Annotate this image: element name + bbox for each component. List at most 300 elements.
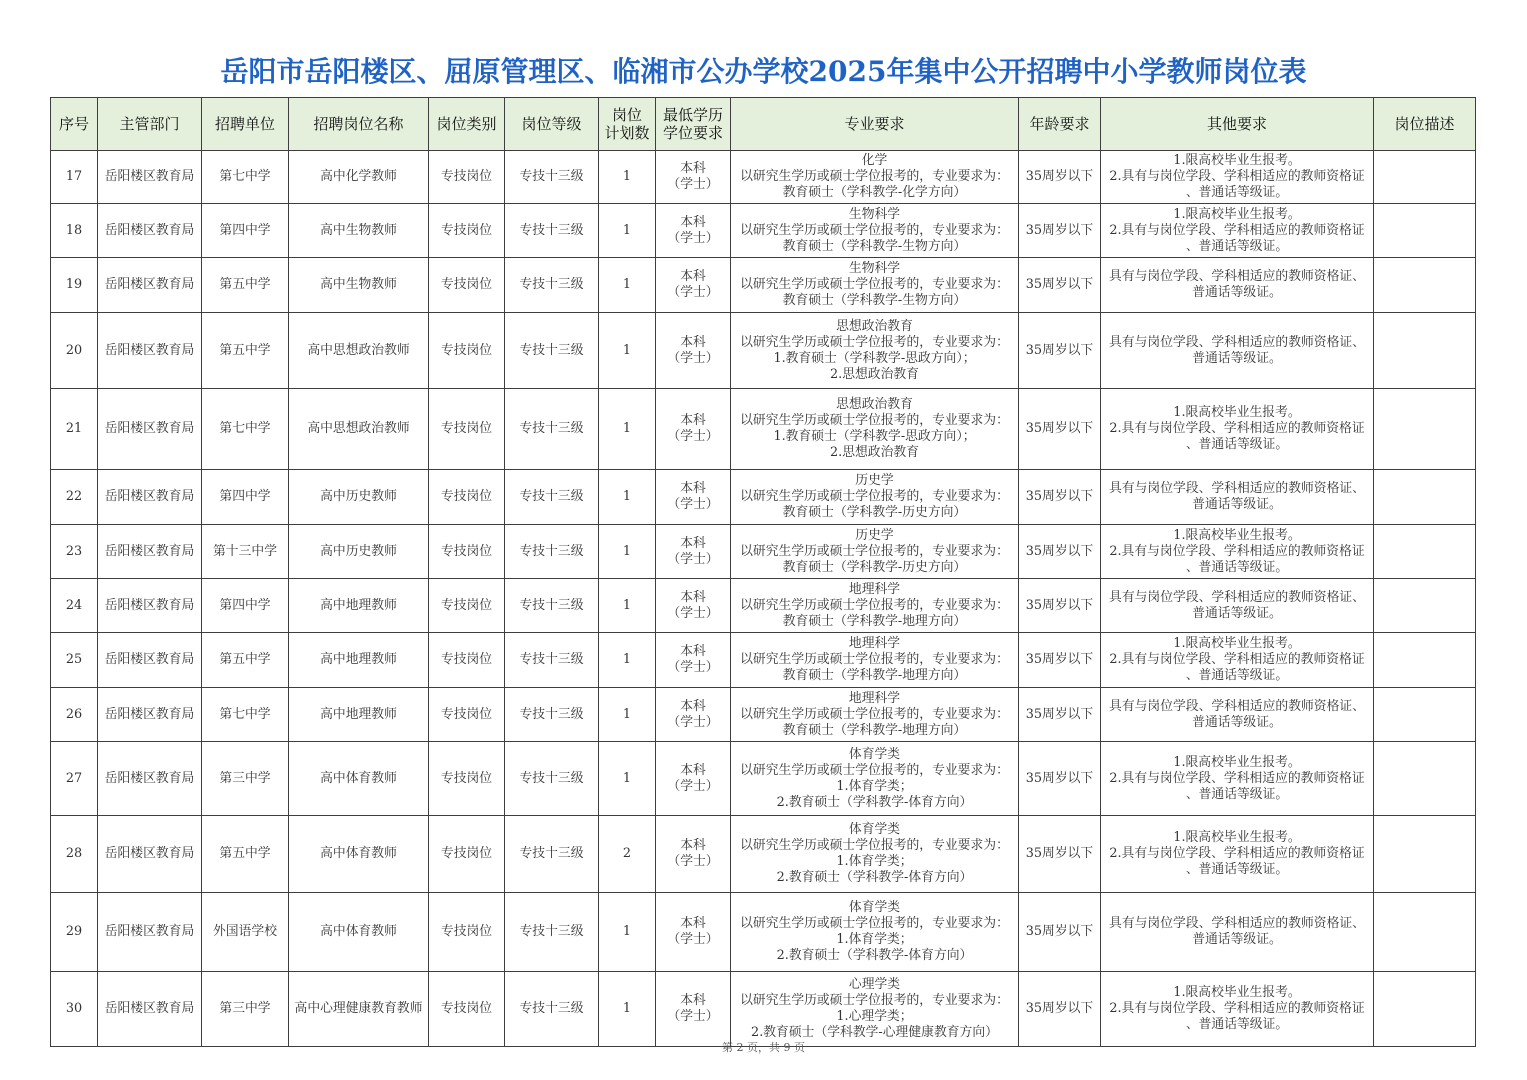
cell-category: 专技岗位 bbox=[429, 893, 505, 972]
header-other bbox=[1101, 98, 1374, 151]
cell-line: 1.限高校毕业生报考。 bbox=[1173, 153, 1301, 168]
cell-major bbox=[731, 579, 1019, 633]
cell-unit: 第十三中学 bbox=[202, 525, 289, 579]
cell-major bbox=[731, 688, 1019, 742]
cell-no: 27 bbox=[51, 742, 98, 816]
cell-line: 1.限高校毕业生报考。 bbox=[1173, 206, 1301, 222]
cell-no: 24 bbox=[51, 579, 98, 633]
cell-plan: 1 bbox=[599, 633, 656, 688]
cell-age: 35周岁以下 bbox=[1019, 972, 1101, 1047]
cell-position: 高中思想政治教师 bbox=[289, 313, 429, 389]
header-position bbox=[289, 98, 429, 151]
header-label: 年龄要求 bbox=[1029, 115, 1090, 133]
cell-line: 本科 bbox=[680, 481, 706, 496]
cell-edu bbox=[656, 151, 731, 204]
cell-line: 教育硕士（学科教学-生物方向） bbox=[782, 238, 967, 254]
cell-dept: 岳阳楼区教育局 bbox=[98, 972, 202, 1047]
cell-age: 35周岁以下 bbox=[1019, 151, 1101, 204]
cell-category: 专技岗位 bbox=[429, 688, 505, 742]
cell-category: 专技岗位 bbox=[429, 816, 505, 893]
cell-grade: 专技十三级 bbox=[505, 151, 599, 204]
cell-line: 普通话等级证。 bbox=[1192, 497, 1282, 512]
cell-edu bbox=[656, 579, 731, 633]
cell-age: 35周岁以下 bbox=[1019, 742, 1101, 816]
cell-age: 35周岁以下 bbox=[1019, 470, 1101, 525]
header-label: 其他要求 bbox=[1206, 115, 1267, 133]
cell-desc bbox=[1374, 389, 1476, 470]
cell-line: （学士） bbox=[667, 660, 719, 675]
cell-line: 1.限高校毕业生报考。 bbox=[1173, 527, 1301, 543]
cell-major bbox=[731, 525, 1019, 579]
table-header bbox=[51, 98, 1476, 151]
header-label: 学位要求 bbox=[662, 124, 723, 142]
header-category bbox=[429, 98, 505, 151]
cell-other bbox=[1101, 313, 1374, 389]
cell-line: 具有与岗位学段、学科相适应的教师资格证、 bbox=[1109, 269, 1365, 284]
header-unit bbox=[202, 98, 289, 151]
cell-category: 专技岗位 bbox=[429, 204, 505, 258]
table-row bbox=[51, 525, 1476, 579]
header-label: 招聘单位 bbox=[214, 115, 275, 133]
cell-no: 23 bbox=[51, 525, 98, 579]
cell-plan: 1 bbox=[599, 470, 656, 525]
cell-line: 2.教育硕士（学科教学-体育方向） bbox=[776, 948, 973, 963]
cell-dept: 岳阳楼区教育局 bbox=[98, 151, 202, 204]
cell-line: 本科 bbox=[680, 161, 706, 176]
cell-major bbox=[731, 893, 1019, 972]
cell-line: 本科 bbox=[680, 698, 706, 714]
cell-line: 以研究生学历或硕士学位报考的，专业要求为： bbox=[740, 838, 1009, 853]
cell-line: 教育硕士（学科教学-化学方向） bbox=[782, 185, 967, 200]
cell-grade: 专技十三级 bbox=[505, 688, 599, 742]
cell-line: 1.限高校毕业生报考。 bbox=[1173, 830, 1301, 845]
header-label: 岗位描述 bbox=[1394, 115, 1455, 133]
cell-line: 1.限高校毕业生报考。 bbox=[1173, 985, 1301, 1000]
cell-line: （学士） bbox=[667, 230, 719, 246]
cell-position: 高中历史教师 bbox=[289, 470, 429, 525]
cell-position: 高中地理教师 bbox=[289, 688, 429, 742]
header-plan bbox=[599, 98, 656, 151]
cell-line: 具有与岗位学段、学科相适应的教师资格证、 bbox=[1109, 698, 1365, 714]
cell-grade: 专技十三级 bbox=[505, 893, 599, 972]
cell-dept: 岳阳楼区教育局 bbox=[98, 633, 202, 688]
cell-plan: 1 bbox=[599, 893, 656, 972]
cell-unit: 第四中学 bbox=[202, 470, 289, 525]
cell-dept: 岳阳楼区教育局 bbox=[98, 258, 202, 313]
cell-position: 高中地理教师 bbox=[289, 633, 429, 688]
cell-line: 1.体育学类； bbox=[836, 854, 913, 869]
cell-dept: 岳阳楼区教育局 bbox=[98, 204, 202, 258]
cell-line: 1.限高校毕业生报考。 bbox=[1173, 754, 1301, 770]
cell-line: 地理科学 bbox=[848, 581, 901, 597]
cell-desc bbox=[1374, 972, 1476, 1047]
cell-desc bbox=[1374, 633, 1476, 688]
cell-line: 2.具有与岗位学段、学科相适应的教师资格证 bbox=[1109, 652, 1365, 667]
cell-major bbox=[731, 742, 1019, 816]
cell-desc bbox=[1374, 204, 1476, 258]
cell-other bbox=[1101, 525, 1374, 579]
cell-position: 高中思想政治教师 bbox=[289, 389, 429, 470]
cell-major bbox=[731, 972, 1019, 1047]
cell-edu bbox=[656, 313, 731, 389]
cell-unit: 第五中学 bbox=[202, 816, 289, 893]
cell-plan: 2 bbox=[599, 816, 656, 893]
table-row bbox=[51, 151, 1476, 204]
cell-line: 以研究生学历或硕士学位报考的，专业要求为： bbox=[740, 916, 1009, 931]
cell-unit: 第四中学 bbox=[202, 204, 289, 258]
cell-grade: 专技十三级 bbox=[505, 972, 599, 1047]
cell-edu bbox=[656, 633, 731, 688]
cell-edu bbox=[656, 816, 731, 893]
header-major bbox=[731, 98, 1019, 151]
cell-grade: 专技十三级 bbox=[505, 633, 599, 688]
header-label: 主管部门 bbox=[119, 115, 180, 133]
header-row bbox=[51, 98, 1476, 151]
cell-plan: 1 bbox=[599, 151, 656, 204]
recruitment-table bbox=[50, 97, 1476, 1047]
cell-line: 普通话等级证。 bbox=[1192, 285, 1282, 300]
cell-line: 以研究生学历或硕士学位报考的，专业要求为： bbox=[740, 334, 1009, 350]
table-row bbox=[51, 258, 1476, 313]
cell-line: 2.具有与岗位学段、学科相适应的教师资格证 bbox=[1109, 222, 1365, 238]
cell-grade: 专技十三级 bbox=[505, 816, 599, 893]
cell-line: 以研究生学历或硕士学位报考的，专业要求为： bbox=[740, 169, 1009, 184]
cell-line: 教育硕士（学科教学-历史方向） bbox=[782, 559, 967, 575]
cell-category: 专技岗位 bbox=[429, 972, 505, 1047]
header-desc bbox=[1374, 98, 1476, 151]
table-row bbox=[51, 313, 1476, 389]
cell-other bbox=[1101, 633, 1374, 688]
cell-grade: 专技十三级 bbox=[505, 525, 599, 579]
cell-major bbox=[731, 470, 1019, 525]
cell-line: 1.心理学类； bbox=[836, 1009, 913, 1024]
table-row bbox=[51, 470, 1476, 525]
cell-line: 以研究生学历或硕士学位报考的，专业要求为： bbox=[740, 413, 1009, 428]
cell-age: 35周岁以下 bbox=[1019, 389, 1101, 470]
cell-line: （学士） bbox=[667, 177, 719, 192]
cell-other bbox=[1101, 258, 1374, 313]
cell-line: （学士） bbox=[667, 714, 719, 730]
cell-line: 本科 bbox=[680, 762, 706, 778]
cell-line: 本科 bbox=[680, 269, 706, 284]
cell-dept: 岳阳楼区教育局 bbox=[98, 688, 202, 742]
header-dept bbox=[98, 98, 202, 151]
cell-unit: 第七中学 bbox=[202, 688, 289, 742]
cell-line: （学士） bbox=[667, 778, 719, 794]
cell-grade: 专技十三级 bbox=[505, 204, 599, 258]
cell-line: 以研究生学历或硕士学位报考的，专业要求为： bbox=[740, 652, 1009, 667]
cell-no: 28 bbox=[51, 816, 98, 893]
cell-position: 高中体育教师 bbox=[289, 816, 429, 893]
cell-other bbox=[1101, 742, 1374, 816]
cell-dept: 岳阳楼区教育局 bbox=[98, 742, 202, 816]
cell-grade: 专技十三级 bbox=[505, 742, 599, 816]
table-row bbox=[51, 633, 1476, 688]
cell-desc bbox=[1374, 470, 1476, 525]
cell-no: 22 bbox=[51, 470, 98, 525]
cell-line: 历史学 bbox=[855, 527, 894, 543]
cell-grade: 专技十三级 bbox=[505, 389, 599, 470]
cell-line: 本科 bbox=[680, 916, 706, 931]
cell-major bbox=[731, 258, 1019, 313]
cell-line: 、普通话等级证。 bbox=[1185, 238, 1289, 254]
cell-line: 本科 bbox=[680, 838, 706, 853]
cell-no: 30 bbox=[51, 972, 98, 1047]
cell-category: 专技岗位 bbox=[429, 742, 505, 816]
cell-desc bbox=[1374, 742, 1476, 816]
header-age bbox=[1019, 98, 1101, 151]
cell-category: 专技岗位 bbox=[429, 389, 505, 470]
cell-age: 35周岁以下 bbox=[1019, 893, 1101, 972]
cell-line: 本科 bbox=[680, 413, 706, 428]
cell-line: 2.具有与岗位学段、学科相适应的教师资格证 bbox=[1109, 169, 1365, 184]
cell-line: 2.思想政治教育 bbox=[830, 366, 919, 382]
cell-plan: 1 bbox=[599, 742, 656, 816]
cell-age: 35周岁以下 bbox=[1019, 313, 1101, 389]
cell-no: 21 bbox=[51, 389, 98, 470]
cell-plan: 1 bbox=[599, 525, 656, 579]
cell-no: 25 bbox=[51, 633, 98, 688]
cell-line: 、普通话等级证。 bbox=[1185, 668, 1289, 683]
cell-line: 2.具有与岗位学段、学科相适应的教师资格证 bbox=[1109, 421, 1365, 436]
cell-line: 、普通话等级证。 bbox=[1185, 185, 1289, 200]
cell-other bbox=[1101, 688, 1374, 742]
cell-no: 20 bbox=[51, 313, 98, 389]
header-label: 计划数 bbox=[604, 124, 650, 142]
cell-line: 本科 bbox=[680, 334, 706, 350]
cell-line: 以研究生学历或硕士学位报考的，专业要求为： bbox=[740, 489, 1009, 504]
cell-desc bbox=[1374, 816, 1476, 893]
cell-edu bbox=[656, 688, 731, 742]
table-row bbox=[51, 893, 1476, 972]
cell-other bbox=[1101, 204, 1374, 258]
cell-category: 专技岗位 bbox=[429, 633, 505, 688]
cell-no: 26 bbox=[51, 688, 98, 742]
cell-line: 、普通话等级证。 bbox=[1185, 862, 1289, 877]
cell-line: （学士） bbox=[667, 497, 719, 512]
cell-line: 具有与岗位学段、学科相适应的教师资格证、 bbox=[1109, 916, 1365, 931]
cell-no: 18 bbox=[51, 204, 98, 258]
cell-major bbox=[731, 816, 1019, 893]
cell-unit: 第七中学 bbox=[202, 151, 289, 204]
cell-line: 以研究生学历或硕士学位报考的，专业要求为： bbox=[740, 222, 1009, 238]
cell-line: 以研究生学历或硕士学位报考的，专业要求为： bbox=[740, 993, 1009, 1008]
cell-line: 地理科学 bbox=[848, 690, 901, 706]
cell-line: （学士） bbox=[667, 932, 719, 947]
cell-position: 高中地理教师 bbox=[289, 579, 429, 633]
cell-dept: 岳阳楼区教育局 bbox=[98, 525, 202, 579]
cell-category: 专技岗位 bbox=[429, 579, 505, 633]
cell-edu bbox=[656, 893, 731, 972]
cell-line: 以研究生学历或硕士学位报考的，专业要求为： bbox=[740, 597, 1009, 613]
cell-grade: 专技十三级 bbox=[505, 258, 599, 313]
cell-dept: 岳阳楼区教育局 bbox=[98, 893, 202, 972]
cell-line: 教育硕士（学科教学-地理方向） bbox=[782, 668, 967, 683]
table-row bbox=[51, 204, 1476, 258]
table-row bbox=[51, 816, 1476, 893]
cell-line: （学士） bbox=[667, 1009, 719, 1024]
cell-line: 本科 bbox=[680, 993, 706, 1008]
cell-edu bbox=[656, 204, 731, 258]
table-body bbox=[51, 151, 1476, 1047]
cell-plan: 1 bbox=[599, 258, 656, 313]
cell-desc bbox=[1374, 688, 1476, 742]
cell-grade: 专技十三级 bbox=[505, 579, 599, 633]
cell-line: 生物科学 bbox=[848, 261, 901, 276]
cell-line: 本科 bbox=[680, 214, 706, 230]
cell-line: 2.具有与岗位学段、学科相适应的教师资格证 bbox=[1109, 1001, 1365, 1016]
cell-line: 1.体育学类； bbox=[836, 778, 913, 794]
cell-grade: 专技十三级 bbox=[505, 313, 599, 389]
cell-line: 教育硕士（学科教学-地理方向） bbox=[782, 722, 967, 738]
cell-age: 35周岁以下 bbox=[1019, 258, 1101, 313]
cell-line: 普通话等级证。 bbox=[1192, 350, 1282, 366]
cell-line: 、普通话等级证。 bbox=[1185, 1017, 1289, 1032]
cell-no: 29 bbox=[51, 893, 98, 972]
cell-line: 2.教育硕士（学科教学-体育方向） bbox=[776, 794, 973, 810]
cell-other bbox=[1101, 470, 1374, 525]
cell-other bbox=[1101, 151, 1374, 204]
cell-major bbox=[731, 204, 1019, 258]
cell-category: 专技岗位 bbox=[429, 258, 505, 313]
cell-age: 35周岁以下 bbox=[1019, 579, 1101, 633]
cell-edu bbox=[656, 742, 731, 816]
cell-other bbox=[1101, 389, 1374, 470]
cell-category: 专技岗位 bbox=[429, 525, 505, 579]
cell-line: 2.具有与岗位学段、学科相适应的教师资格证 bbox=[1109, 543, 1365, 559]
cell-plan: 1 bbox=[599, 688, 656, 742]
cell-line: 2.教育硕士（学科教学-心理健康教育方向） bbox=[751, 1025, 998, 1040]
cell-line: 以研究生学历或硕士学位报考的，专业要求为： bbox=[740, 706, 1009, 722]
table-row bbox=[51, 579, 1476, 633]
cell-line: 、普通话等级证。 bbox=[1185, 437, 1289, 452]
cell-line: 1.教育硕士（学科教学-思政方向）； bbox=[773, 429, 976, 444]
cell-age: 35周岁以下 bbox=[1019, 525, 1101, 579]
cell-edu bbox=[656, 258, 731, 313]
cell-line: 1.教育硕士（学科教学-思政方向）； bbox=[773, 350, 976, 366]
cell-other bbox=[1101, 579, 1374, 633]
cell-dept: 岳阳楼区教育局 bbox=[98, 816, 202, 893]
cell-desc bbox=[1374, 525, 1476, 579]
cell-line: 1.限高校毕业生报考。 bbox=[1173, 636, 1301, 651]
cell-line: 2.具有与岗位学段、学科相适应的教师资格证 bbox=[1109, 770, 1365, 786]
cell-plan: 1 bbox=[599, 313, 656, 389]
cell-line: （学士） bbox=[667, 605, 719, 621]
cell-desc bbox=[1374, 579, 1476, 633]
header-no bbox=[51, 98, 98, 151]
cell-position: 高中生物教师 bbox=[289, 204, 429, 258]
cell-position: 高中体育教师 bbox=[289, 893, 429, 972]
cell-unit: 第七中学 bbox=[202, 389, 289, 470]
cell-dept: 岳阳楼区教育局 bbox=[98, 470, 202, 525]
cell-unit: 第四中学 bbox=[202, 579, 289, 633]
cell-line: 1.体育学类； bbox=[836, 932, 913, 947]
cell-line: 心理学类 bbox=[848, 977, 901, 992]
cell-edu bbox=[656, 389, 731, 470]
cell-edu bbox=[656, 525, 731, 579]
cell-line: （学士） bbox=[667, 551, 719, 567]
cell-category: 专技岗位 bbox=[429, 313, 505, 389]
header-label: 最低学历 bbox=[662, 106, 723, 124]
cell-line: （学士） bbox=[667, 285, 719, 300]
cell-line: （学士） bbox=[667, 854, 719, 869]
cell-line: （学士） bbox=[667, 350, 719, 366]
header-label: 序号 bbox=[58, 115, 89, 133]
cell-line: 体育学类 bbox=[848, 746, 901, 762]
cell-no: 17 bbox=[51, 151, 98, 204]
cell-line: 思想政治教育 bbox=[836, 318, 913, 334]
cell-category: 专技岗位 bbox=[429, 151, 505, 204]
cell-plan: 1 bbox=[599, 204, 656, 258]
cell-line: 历史学 bbox=[855, 473, 894, 488]
cell-dept: 岳阳楼区教育局 bbox=[98, 389, 202, 470]
header-grade bbox=[505, 98, 599, 151]
cell-age: 35周岁以下 bbox=[1019, 688, 1101, 742]
cell-major bbox=[731, 151, 1019, 204]
cell-line: 以研究生学历或硕士学位报考的，专业要求为： bbox=[740, 277, 1009, 292]
cell-line: 具有与岗位学段、学科相适应的教师资格证、 bbox=[1109, 481, 1365, 496]
cell-line: 、普通话等级证。 bbox=[1185, 786, 1289, 802]
cell-line: 普通话等级证。 bbox=[1192, 605, 1282, 621]
cell-major bbox=[731, 389, 1019, 470]
cell-line: 、普通话等级证。 bbox=[1185, 559, 1289, 575]
table-row bbox=[51, 742, 1476, 816]
cell-line: 本科 bbox=[680, 535, 706, 551]
cell-age: 35周岁以下 bbox=[1019, 204, 1101, 258]
cell-dept: 岳阳楼区教育局 bbox=[98, 313, 202, 389]
cell-unit: 第五中学 bbox=[202, 313, 289, 389]
header-edu bbox=[656, 98, 731, 151]
cell-line: 体育学类 bbox=[848, 822, 901, 837]
cell-line: 化学 bbox=[861, 153, 888, 168]
page-indicator: 第 2 页，共 9 页 bbox=[722, 1041, 805, 1054]
cell-no: 19 bbox=[51, 258, 98, 313]
cell-unit: 第五中学 bbox=[202, 258, 289, 313]
cell-line: （学士） bbox=[667, 429, 719, 444]
cell-position: 高中历史教师 bbox=[289, 525, 429, 579]
cell-position: 高中体育教师 bbox=[289, 742, 429, 816]
cell-unit: 第三中学 bbox=[202, 742, 289, 816]
cell-line: 具有与岗位学段、学科相适应的教师资格证、 bbox=[1109, 589, 1365, 605]
header-label: 岗位类别 bbox=[436, 115, 497, 133]
cell-age: 35周岁以下 bbox=[1019, 816, 1101, 893]
cell-line: 体育学类 bbox=[848, 900, 901, 915]
cell-line: 普通话等级证。 bbox=[1192, 714, 1282, 730]
cell-position: 高中化学教师 bbox=[289, 151, 429, 204]
cell-edu bbox=[656, 470, 731, 525]
cell-position: 高中心理健康教育教师 bbox=[289, 972, 429, 1047]
cell-line: 本科 bbox=[680, 589, 706, 605]
cell-plan: 1 bbox=[599, 389, 656, 470]
cell-unit: 第五中学 bbox=[202, 633, 289, 688]
cell-line: 以研究生学历或硕士学位报考的，专业要求为： bbox=[740, 543, 1009, 559]
header-label: 岗位 bbox=[611, 106, 642, 124]
cell-line: 教育硕士（学科教学-生物方向） bbox=[782, 293, 967, 308]
cell-line: 地理科学 bbox=[848, 636, 901, 651]
cell-grade: 专技十三级 bbox=[505, 470, 599, 525]
cell-desc bbox=[1374, 893, 1476, 972]
cell-line: 生物科学 bbox=[848, 206, 901, 222]
table-row bbox=[51, 688, 1476, 742]
header-label: 岗位等级 bbox=[521, 115, 582, 133]
cell-category: 专技岗位 bbox=[429, 470, 505, 525]
cell-line: 2.具有与岗位学段、学科相适应的教师资格证 bbox=[1109, 846, 1365, 861]
table-row bbox=[51, 972, 1476, 1047]
cell-line: 具有与岗位学段、学科相适应的教师资格证、 bbox=[1109, 334, 1365, 350]
table-row bbox=[51, 389, 1476, 470]
cell-desc bbox=[1374, 258, 1476, 313]
cell-plan: 1 bbox=[599, 972, 656, 1047]
